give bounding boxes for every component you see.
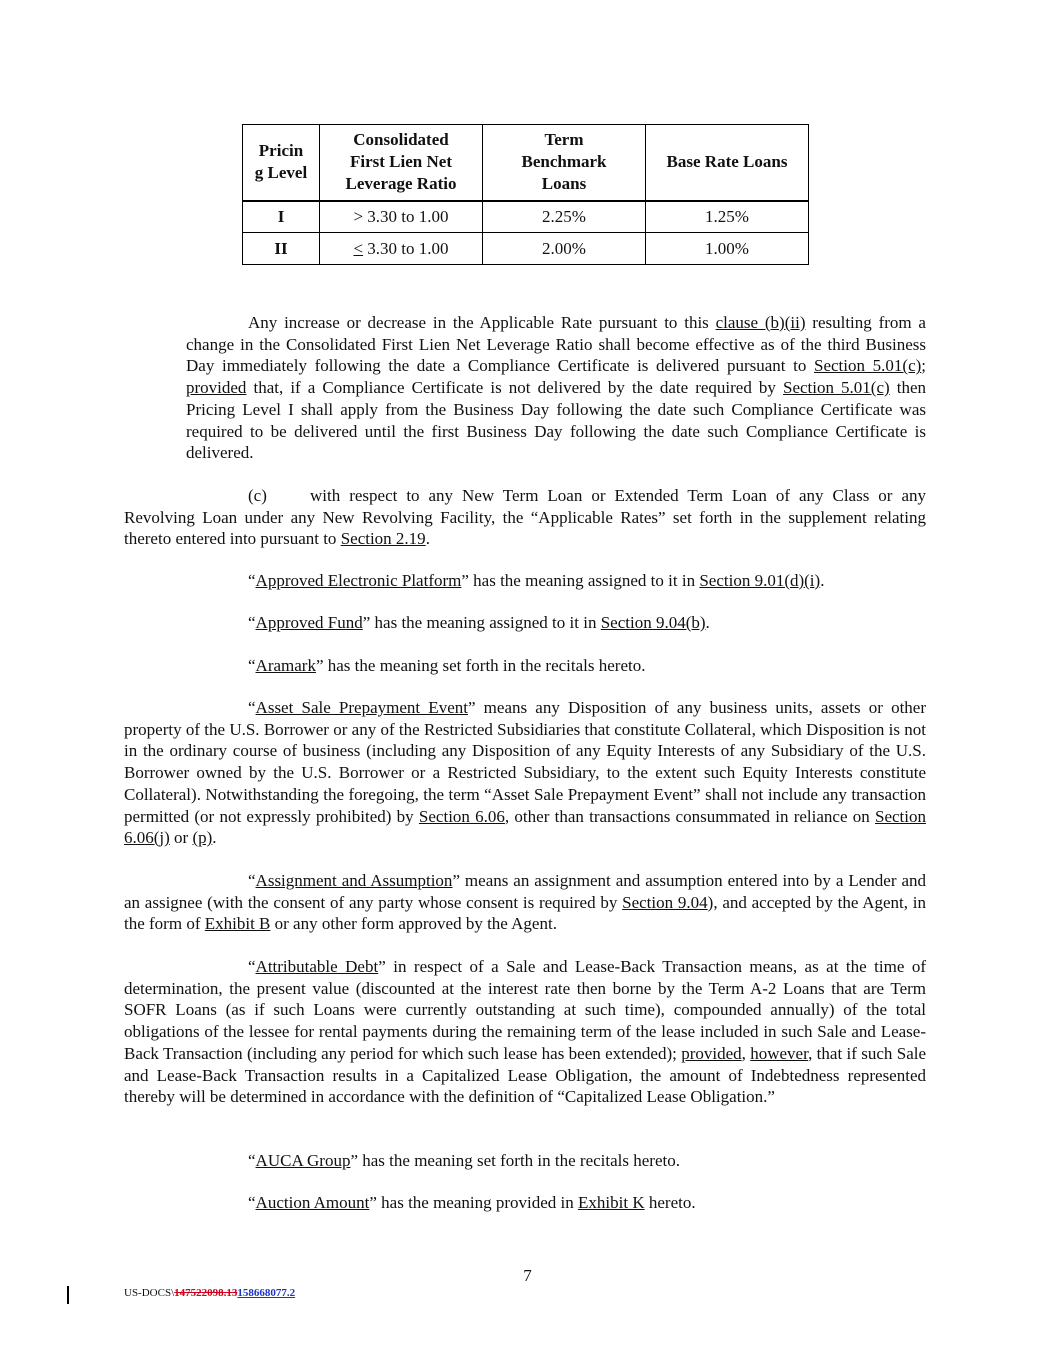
document-footer-id: US-DOCS\147522098.13158668077.2 <box>124 1287 296 1299</box>
section-link[interactable]: Section 9.01(d)(i) <box>699 571 821 590</box>
header-base-rate: Base Rate Loans <box>646 125 809 201</box>
defined-term: Aramark <box>255 656 316 675</box>
however-term: however <box>750 1043 809 1063</box>
defined-term: Auction Amount <box>255 1193 370 1212</box>
section-link[interactable]: Section 9.04(b) <box>600 613 706 632</box>
definition-auction-amount: “Auction Amount” has the meaning provided in Exhibit K hereto. <box>248 1193 696 1212</box>
cell-base: 1.25% <box>646 201 809 233</box>
cell-term: 2.25% <box>483 201 646 233</box>
table-row <box>243 233 809 265</box>
table-header-row <box>243 125 809 201</box>
header-leverage-ratio: Consolidated First Lien Net Leverage Ratio <box>320 125 483 201</box>
definition-asset-sale-prepayment-event: “Asset Sale Prepayment Event” means any Disposition of any business units, assets or other property of the U.S. Borrower or any of the Restricted Subsidiaries that constitute Collateral, which Disposition is not in the ordinary course of business (including any Disposition of any Equity Interests of any Subsidiary of the U.S. Borrower owned by the U.S. Borrower or a Restricted Subsidiary, to the extent such Equity Interests constitute Collateral). Notwithstanding the foregoing, the term “Asset Sale Prepayment Event” shall not include any transaction permitted (or not expressly prohibited) by Section 6.06, other than transactions consummated in reliance on Section 6.06(j) or (p). <box>124 698 926 848</box>
section-link[interactable]: Section 6.06 <box>418 806 505 826</box>
cell-ratio: < 3.30 to 1.00 <box>320 233 483 265</box>
defined-term: Approved Fund <box>255 613 363 632</box>
defined-term: Assignment and Assumption <box>255 871 453 890</box>
definition-aramark: “Aramark” has the meaning set forth in the recitals hereto. <box>248 656 646 675</box>
cell-level: II <box>243 233 320 265</box>
change-bar <box>67 1286 69 1304</box>
section-link[interactable]: Section 9.04 <box>622 892 708 912</box>
defined-term: Attributable Debt <box>255 957 379 976</box>
header-term-benchmark: Term Benchmark Loans <box>483 125 646 201</box>
definition-approved-fund: “Approved Fund” has the meaning assigned to it in Section 9.04(b). <box>248 613 710 632</box>
section-link[interactable]: (p) <box>192 828 213 848</box>
inserted-doc-number: 158668077.2 <box>237 1287 296 1299</box>
section-link[interactable]: Section 5.01(c) <box>814 356 922 376</box>
section-link[interactable]: Section 2.19 <box>340 529 426 549</box>
definition-attributable-debt: “Attributable Debt” in respect of a Sale and Lease-Back Transaction means, as at the time of determination, the present value (discounted at the interest rate then borne by the Term A-2 Loans that are Term SOFR Loans (as if such Loans were currently outstanding at such time), compounded annually) of the total obligations of the lessee for rental payments during the remaining term of the lease included in such Sale and Lease-Back Transaction (including any period for which such lease has been extended); provided, however, that if such Sale and Lease-Back Transaction results in a Capitalized Lease Obligation, the amount of Indebtedness represented thereby will be determined in accordance with the definition of “Capitalized Lease Obligation.” <box>124 957 927 1107</box>
clause-link[interactable]: clause (b)(ii) <box>715 313 806 332</box>
provided-term: provided <box>186 378 247 398</box>
definition-assignment-and-assumption: “Assignment and Assumption” means an assignment and assumption entered into by a Lender and an assignee (with the consent of any party whose consent is required by Section 9.04), and accepted by the Agent, in the form of Exhibit B or any other form approved by the Agent. <box>124 871 926 934</box>
cell-base: 1.00% <box>646 233 809 265</box>
page-number: 7 <box>523 1266 532 1285</box>
exhibit-link[interactable]: Exhibit K <box>578 1193 645 1212</box>
defined-term: Asset Sale Prepayment Event <box>255 698 468 717</box>
table-row <box>243 201 809 233</box>
clause-c-paragraph: (c) with respect to any New Term Loan or Extended Term Loan of any Class or any Revolving Loan under any New Revolving Facility, the “Applicable Rates” set forth in the supplement relating thereto entered into pursuant to Section 2.19. <box>124 486 926 549</box>
clause-label: (c) <box>248 486 267 505</box>
cell-ratio: > 3.30 to 1.00 <box>320 201 483 233</box>
applicable-rate-paragraph: Any increase or decrease in the Applicable Rate pursuant to this clause (b)(ii) resulting from a change in the Consolidated First Lien Net Leverage Ratio shall become effective as of the third Business Day immediately following the date a Compliance Certificate is delivered pursuant to Section 5.01(c); provided that, if a Compliance Certificate is not delivered by the date required by Section 5.01(c) then Pricing Level I shall apply from the Business Day following the date such Compliance Certificate was required to be delivered until the first Business Day following the date such Compliance Certificate is delivered. <box>186 313 927 463</box>
defined-term: Approved Electronic Platform <box>255 571 462 590</box>
exhibit-link[interactable]: Exhibit B <box>204 914 271 934</box>
pricing-grid-table <box>242 124 809 265</box>
section-link[interactable]: Section 6.06(j) <box>124 806 926 848</box>
defined-term: AUCA Group <box>255 1151 351 1170</box>
definition-auca-group: “AUCA Group” has the meaning set forth in the recitals hereto. <box>248 1151 680 1170</box>
provided-term: provided <box>681 1043 742 1063</box>
header-pricing-level: Pricin g Level <box>243 125 320 201</box>
definition-approved-electronic-platform: “Approved Electronic Platform” has the meaning assigned to it in Section 9.01(d)(i). <box>248 571 825 590</box>
cell-term: 2.00% <box>483 233 646 265</box>
deleted-doc-number: 147522098.13 <box>174 1287 238 1299</box>
cell-level: I <box>243 201 320 233</box>
section-link[interactable]: Section 5.01(c) <box>782 378 890 398</box>
